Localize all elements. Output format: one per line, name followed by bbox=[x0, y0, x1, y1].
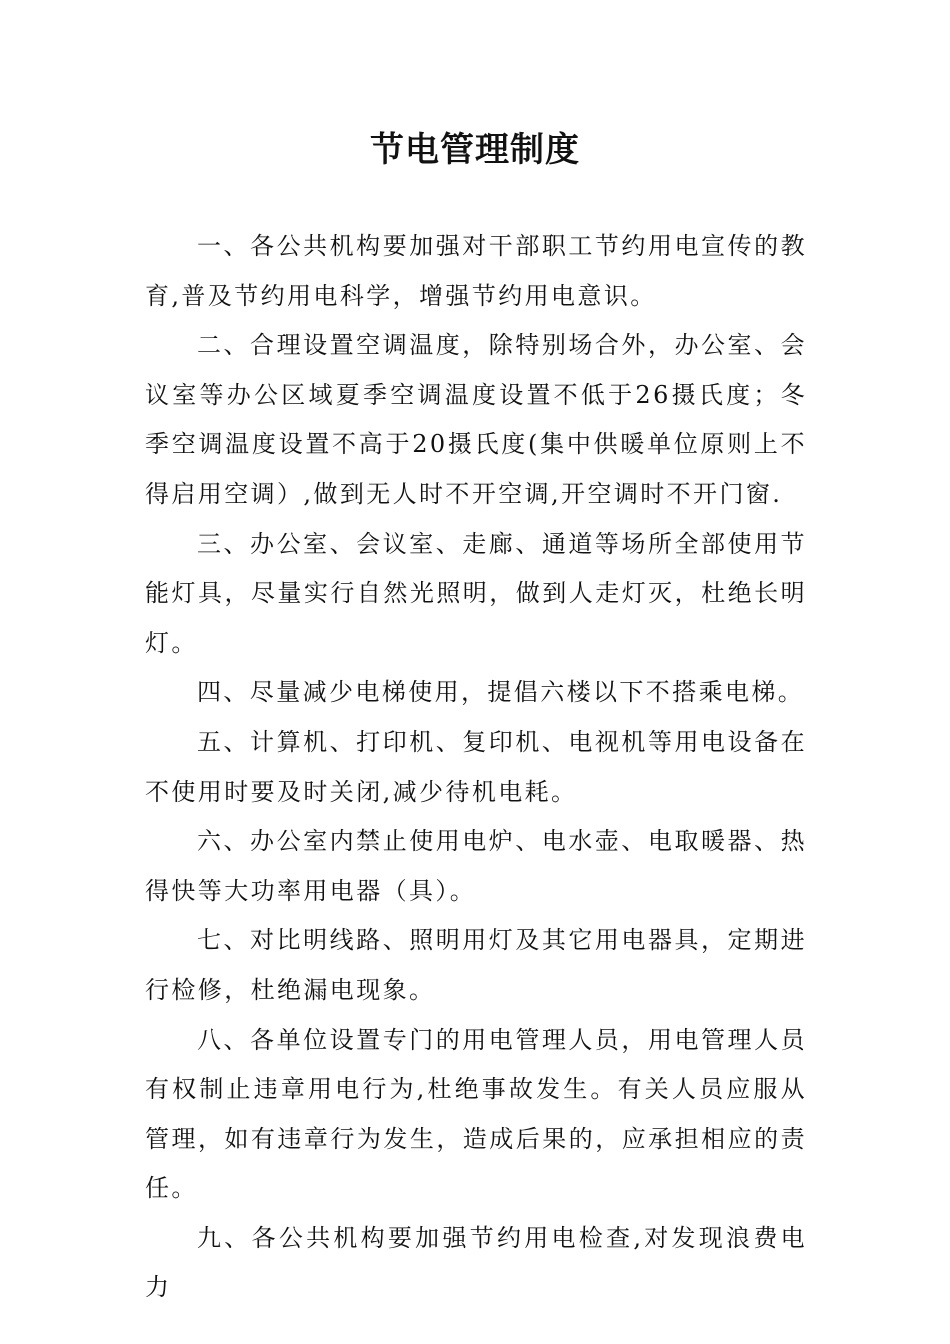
paragraph-1: 一、各公共机构要加强对干部职工节约用电宣传的教育,普及节约用电科学，增强节约用电意识。 bbox=[145, 232, 807, 310]
paragraph-8: 八、各单位设置专门的用电管理人员，用电管理人员有权制止违章用电行为,杜绝事故发生。有关人员应服从管理，如有违章行为发生，造成后果的，应承担相应的责任。 bbox=[145, 1025, 807, 1203]
paragraph-2: 二、合理设置空调温度，除特别场合外，办公室、会议室等办公区域夏季空调温度设置不低于26摄氏度；冬季空调温度设置不高于20摄氏度(集中供暖单位原则上不得启用空调）,做到无人时不开空调,开空调时不开门窗. bbox=[145, 331, 807, 508]
page-title: 节电管理制度 bbox=[370, 130, 580, 170]
paragraph-7: 七、对比明线路、照明用灯及其它用电器具，定期进行检修，杜绝漏电现象。 bbox=[145, 926, 807, 1004]
paragraph-3: 三、办公室、会议室、走廊、通道等场所全部使用节能灯具，尽量实行自然光照明，做到人走灯灭，杜绝长明灯。 bbox=[145, 529, 807, 657]
paragraph-5: 五、计算机、打印机、复印机、电视机等用电设备在不使用时要及时关闭,减少待机电耗。 bbox=[145, 727, 807, 806]
paragraph-9: 九、各公共机构要加强节约用电检查,对发现浪费电力 bbox=[145, 1223, 807, 1302]
document-body bbox=[145, 222, 807, 1313]
paragraph-6: 六、办公室内禁止使用电炉、电水壶、电取暖器、热得快等大功率用电器（具）。 bbox=[145, 827, 807, 905]
paragraph-4: 四、尽量减少电梯使用，提倡六楼以下不搭乘电梯。 bbox=[197, 678, 805, 707]
